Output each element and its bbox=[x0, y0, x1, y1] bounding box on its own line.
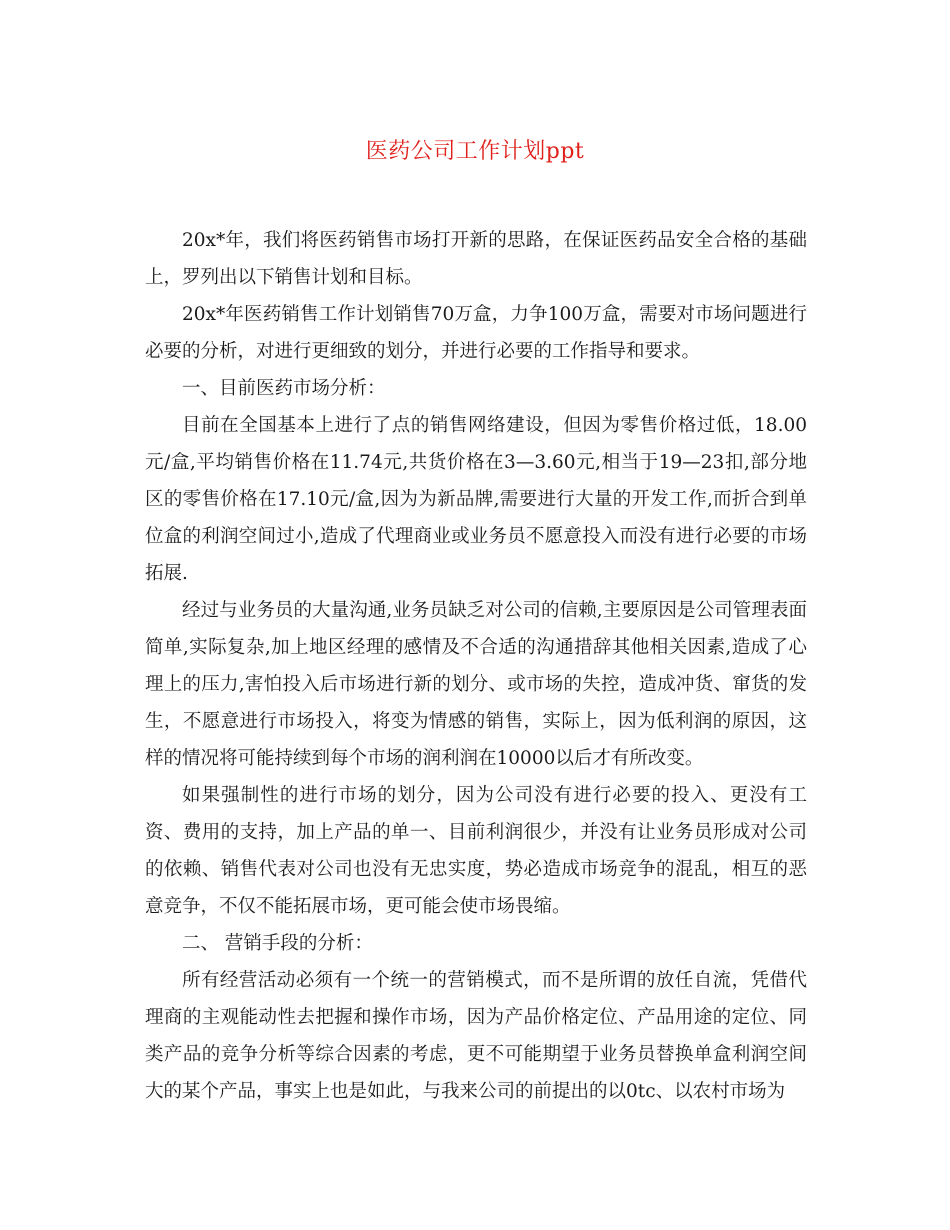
paragraph: 如果强制性的进行市场的划分，因为公司没有进行必要的投入、更没有工资、费用的支持，加上产品的单一、目前利润很少，并没有让业务员形成对公司的依赖、销售代表对公司也没有无忠实度，势必造成市场竞争的混乱，相互的恶意竞争，不仅不能拓展市场，更可能会使市场畏缩。 bbox=[145, 785, 807, 917]
section-heading: 一、目前医药市场分析： bbox=[182, 378, 386, 399]
paragraph: 所有经营活动必须有一个统一的营销模式，而不是所谓的放任自流，凭借代理商的主观能动性去把握和操作市场，因为产品价格定位、产品用途的定位、同类产品的竞争分析等综合因素的考虑，更不可能期望于业务员替换单盒利润空间大的某个产品，事实上也是如此，与我来公司的前提出的以0tc、以农村市场为 bbox=[145, 970, 807, 1102]
paragraph: 目前在全国基本上进行了点的销售网络建设，但因为零售价格过低，18.00元/盒,平均销售价格在11.74元,共货价格在3—3.60元,相当于19—23扣,部分地区的零售价格在17.10元/盒,因为为新品牌,需要进行大量的开发工作,而折合到单位盒的利润空间过小,造成了代理商业或业务员不愿意投入而没有进行必要的市场拓展. bbox=[145, 415, 807, 584]
paragraph: 经过与业务员的大量沟通,业务员缺乏对公司的信赖,主要原因是公司管理表面简单,实际复杂,加上地区经理的感情及不合适的沟通措辞其他相关因素,造成了心理上的压力,害怕投入后市场进行新的划分、或市场的失控，造成冲货、窜货的发生，不愿意进行市场投入，将变为情感的销售，实际上，因为低利润的原因，这样的情况将可能持续到每个市场的润利润在10000以后才有所改变。 bbox=[145, 600, 807, 769]
section-heading: 二、 营销手段的分析： bbox=[182, 933, 373, 954]
document-body bbox=[145, 222, 807, 1110]
document-title: 医药公司工作计划ppt bbox=[365, 139, 585, 164]
paragraph: 20x*年医药销售工作计划销售70万盒，力争100万盒，需要对市场问题进行必要的分析，对进行更细致的划分，并进行必要的工作指导和要求。 bbox=[145, 304, 807, 362]
paragraph: 20x*年，我们将医药销售市场打开新的思路，在保证医药品安全合格的基础上，罗列出以下销售计划和目标。 bbox=[145, 230, 807, 288]
